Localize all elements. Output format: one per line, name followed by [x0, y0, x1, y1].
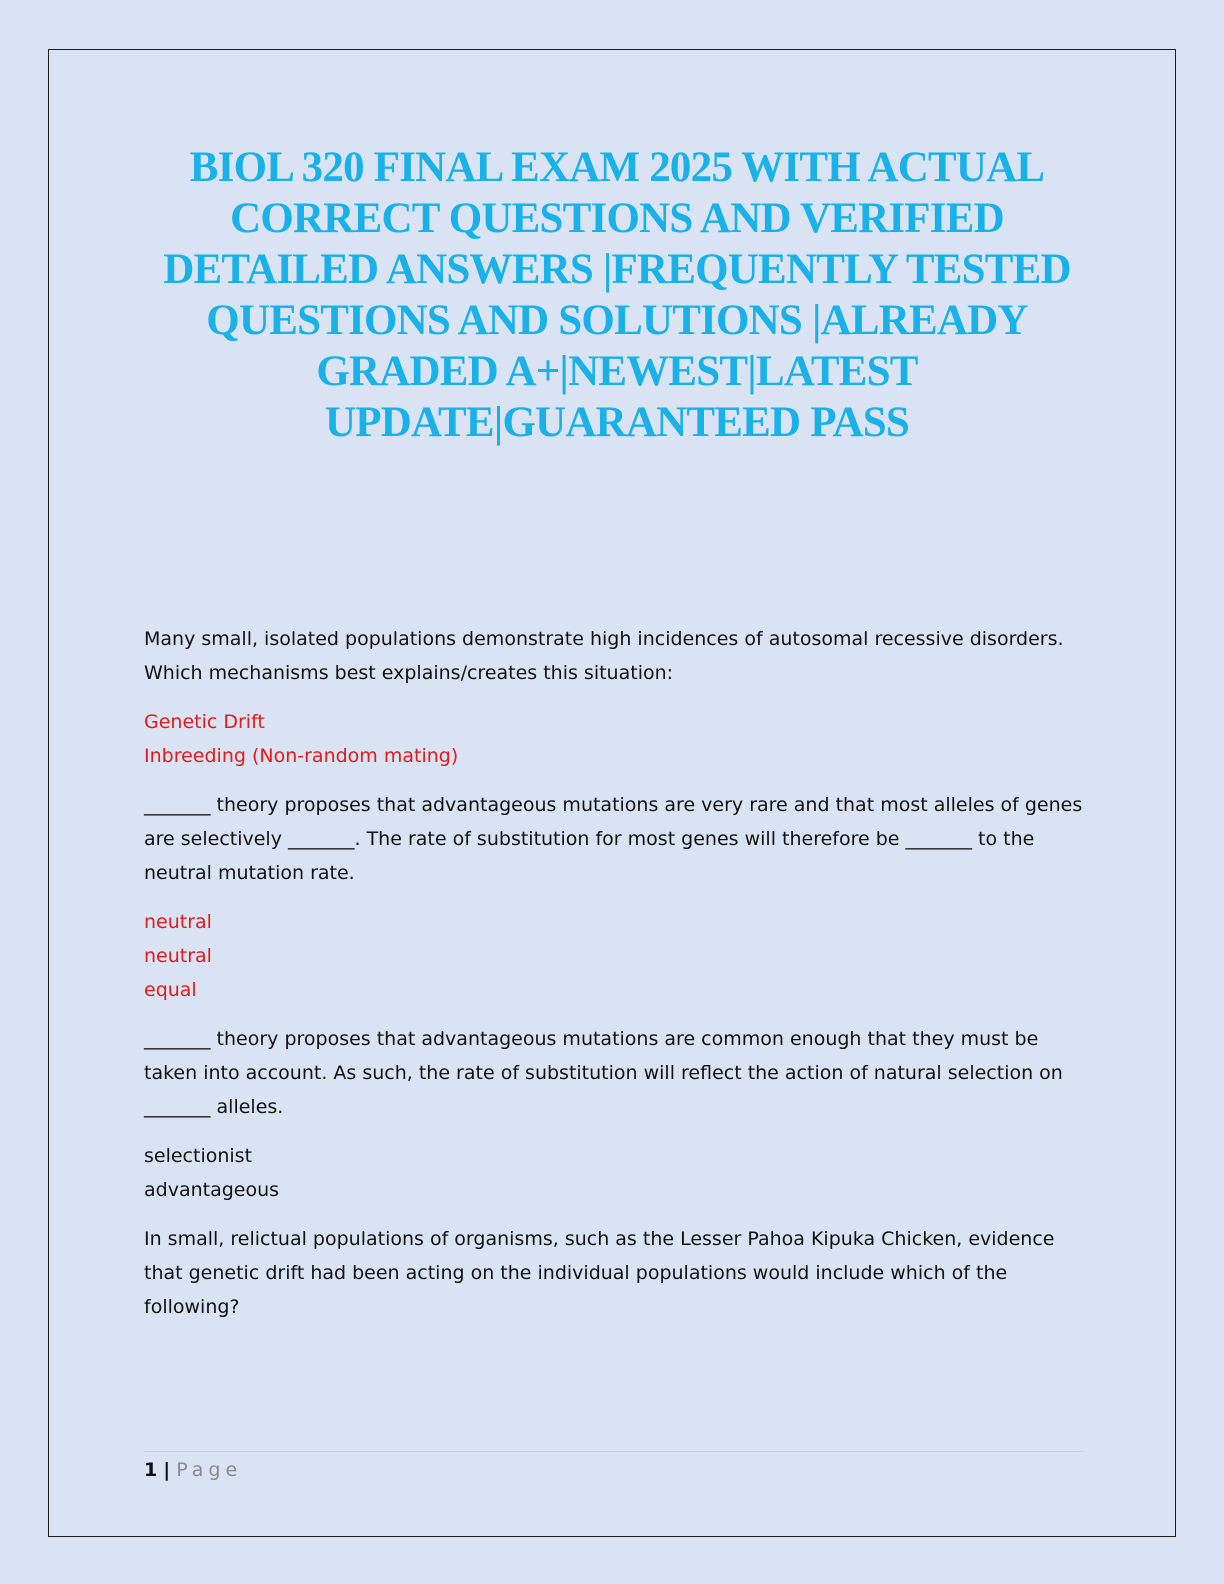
answer-line: Inbreeding (Non-random mating): [144, 745, 459, 767]
page-label: Page: [176, 1459, 243, 1481]
question-3: _______ theory proposes that advantageous mutations are common enough that they must be taken into account. As such, the rate of substitution will reflect the action of natural selection on _______ alleles.: [144, 1028, 1063, 1118]
page-footer: [144, 1456, 242, 1484]
answer-3: [144, 1139, 1084, 1207]
answer-line: equal: [144, 979, 197, 1001]
title-line: UPDATE|GUARANTEED PASS: [325, 399, 909, 446]
answer-line: neutral: [144, 945, 212, 967]
title-line: DETAILED ANSWERS |FREQUENTLY TESTED: [163, 246, 1071, 293]
title-line: CORRECT QUESTIONS AND VERIFIED: [230, 195, 1004, 242]
question-2: _______ theory proposes that advantageous mutations are very rare and that most alleles of genes are selectively _______. The rate of substitution for most genes will therefore be _______ to the neutral mutation rate.: [144, 794, 1083, 884]
document-title: [130, 142, 1104, 448]
document-body: [144, 622, 1084, 1339]
question-1: Many small, isolated populations demonstrate high incidences of autosomal recessive disorders. Which mechanisms best explains/creates this situation:: [144, 628, 1064, 684]
answer-2: [144, 905, 1084, 1007]
title-line: BIOL 320 FINAL EXAM 2025 WITH ACTUAL: [189, 144, 1045, 191]
title-line: QUESTIONS AND SOLUTIONS |ALREADY: [206, 297, 1028, 344]
title-line: GRADED A+|NEWEST|LATEST: [316, 348, 918, 395]
answer-line: neutral: [144, 911, 212, 933]
answer-line: selectionist: [144, 1145, 253, 1167]
answer-1: [144, 705, 1084, 773]
answer-line: Genetic Drift: [144, 711, 265, 733]
footer-divider: [144, 1451, 1084, 1452]
footer-separator: |: [163, 1459, 171, 1481]
page-number: 1: [144, 1459, 158, 1481]
question-4: In small, relictual populations of organisms, such as the Lesser Pahoa Kipuka Chicken, evidence that genetic drift had been acting on the individual populations would include which of the following?: [144, 1228, 1055, 1318]
answer-line: advantageous: [144, 1179, 280, 1201]
